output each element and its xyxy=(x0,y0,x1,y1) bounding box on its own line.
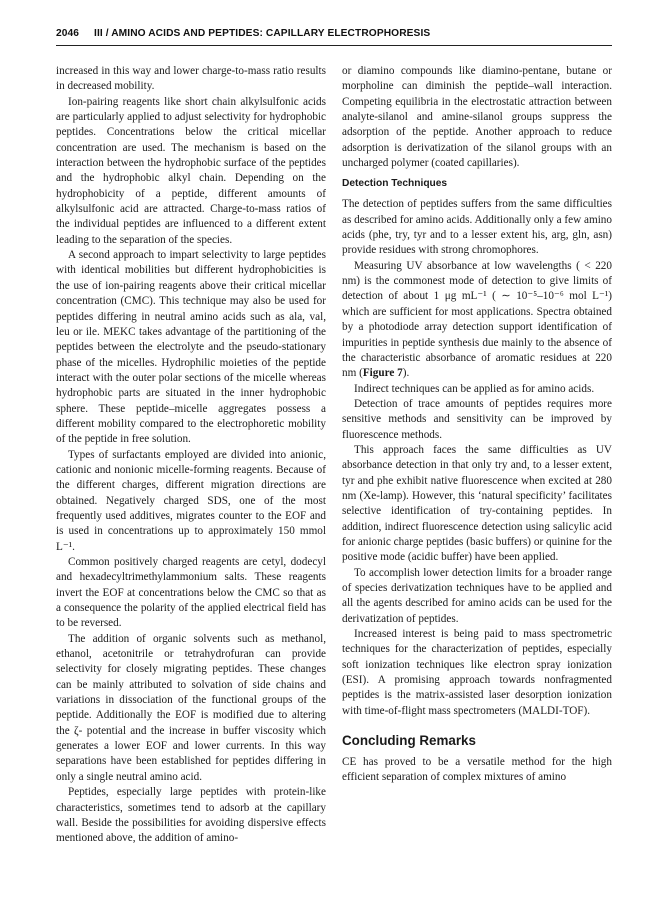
paragraph: CE has proved to be a versatile method for the high efficient separation of complex mixtures of amino xyxy=(342,756,612,784)
paragraph: Common positively charged reagents are cetyl, dodecyl and hexadecyltrimethylammonium salts. These reagents invert the EOF at concentrations below the CMC so that as a consequence the polarity of the applied electrical field has to be reversed. xyxy=(56,556,326,630)
section-heading-detection: Detection Techniques xyxy=(342,178,448,190)
paragraph: Increased interest is being paid to mass spectrometric techniques for the characterization of peptides, especially soft ionization techniques like electron spray ionization (ESI). A promising approach towards nonfragmented peptides is the matrix-assisted laser desorption ionization with time-of-flight mass spectrometers (MALDI-TOF). xyxy=(342,628,612,717)
running-title: III / AMINO ACIDS AND PEPTIDES: CAPILLARY ELECTROPHORESIS xyxy=(94,28,431,39)
paragraph: The detection of peptides suffers from the same difficulties as described for amino acids. Additionally only a few amino acids (phe, try, tyr and to a lesser extent his, arg, gln, asn) provide residues with strong chromophores. xyxy=(342,198,612,257)
paragraph-text: ). xyxy=(402,367,410,380)
paragraph: Indirect techniques can be applied as for amino acids. xyxy=(354,382,595,395)
paragraph: To accomplish lower detection limits for a broader range of species derivatization techniques have to be applied and all the agents described for amino acids can be used for the derivatization of peptides. xyxy=(342,566,612,625)
paragraph: This approach faces the same difficulties as UV absorbance detection in that only try and, to a lesser extent, tyr and phe exhibit native fluorescence when excited at 280 nm (Xe-lamp). However, this ‘natural specificity’ facilitates selective identification of try-containing peptides. In addition, indirect fluorescence detection using salicylic acid for anionic charge peptides (basic buffers) or quinine for the positive mode (acidic buffer) have been applied. xyxy=(342,443,612,564)
paragraph: Ion-pairing reagents like short chain alkylsulfonic acids are particularly applied to adjust selectivity for hydrophobic peptides. Concentrations below the critical micellar concentration are used. The mechanism is based on the interaction between the hydrophobic surface of the peptides and the hydrophobic alkyl chain. Depending on the hydrophobicity of a peptide, different amounts of alkylsulfonic acid are attracted. Charge-to-mass ratios of the individual peptides are influenced to a different extent leading to the separation of the species. xyxy=(56,95,326,246)
paragraph-text: Measuring UV absorbance at low wavelengths ( < 220 nm) is the commonest mode of detection to give limits of detection of about 1 μg mL⁻¹ ( ∼ 10⁻⁵–10⁻⁶ mol L⁻¹) which are sufficient for most applications. Spectra obtained by a photodiode array detection support identification of impurities in peptide synthesis due mainly to the absence of the characteristic absorbance of aromatic residues at 220 nm ( xyxy=(342,259,612,380)
right-column xyxy=(342,64,612,786)
paragraph: Peptides, especially large peptides with protein-like characteristics, sometimes tend to adsorb at the capillary wall. Beside the possibilities for avoiding dispersive effects mentioned above, the addition of amino- xyxy=(56,786,326,845)
paragraph xyxy=(342,259,612,382)
paragraph: Types of surfactants employed are divided into anionic, cationic and nonionic micelle-forming reagents. Because of the different charges, different migration directions are obtained. Negatively charged SDS, one of the most frequently used additives, migrates counter to the EOF and is used in concentrations up to approximately 150 mmol L⁻¹. xyxy=(56,448,326,553)
running-header xyxy=(56,28,612,39)
paragraph: Detection of trace amounts of peptides requires more sensitive methods and sensitivity can be improved by fluorescence methods. xyxy=(342,397,612,441)
section-heading-concluding: Concluding Remarks xyxy=(342,733,476,749)
paragraph: increased in this way and lower charge-to-mass ratio results in decreased mobility. xyxy=(56,65,326,93)
page-number: 2046 xyxy=(56,28,80,39)
paragraph: The addition of organic solvents such as methanol, ethanol, acetonitrile or tetrahydrofuran can provide selectivity for closely migrating peptides. These changes can be mainly attributed to solvation of side chains and variations in dissociation of the functional groups of the peptide. Additionally the EOF is modified due to altering the ζ- potential and the increase in buffer viscosity which generates a lower EOF and lower currents. In this way separations have been established for peptides differing in only a single neutral amino acid. xyxy=(56,632,326,783)
left-column xyxy=(56,64,326,847)
paragraph: or diamino compounds like diamino-pentane, butane or morpholine can diminish the peptide–wall interaction. Competing equilibria in the electrostatic attraction between analyte-silanol and amine-silanol groups suppress the adsorption of the peptide. Another approach to reduce adsorption is derivatization of the silanol groups with an uncharged polymer (coated capillaries). xyxy=(342,65,612,170)
paragraph: A second approach to impart selectivity to large peptides with identical mobilities but different hydrophobicities is the use of ion-pairing reagents above their critical micellar concentration (CMC). This technique may also be used for peptides differing in neutral amino acids such as ala, val, leu or ile. MEKC takes advantage of the partitioning of the peptides between the electrolyte and the pseudo-stationary phase of the micelles. Hydrophilic moieties of the peptide interact with the outer polar sections of the micelle whereas hydrophobic parts are situated in the inner hydrophobic sphere. These peptide–micelle aggregates possess a different mobility compared to the electrophoretic mobility of the peptide in free solution. xyxy=(56,249,326,446)
figure-reference-link[interactable]: Figure 7 xyxy=(362,367,403,380)
header-rule xyxy=(56,45,612,46)
